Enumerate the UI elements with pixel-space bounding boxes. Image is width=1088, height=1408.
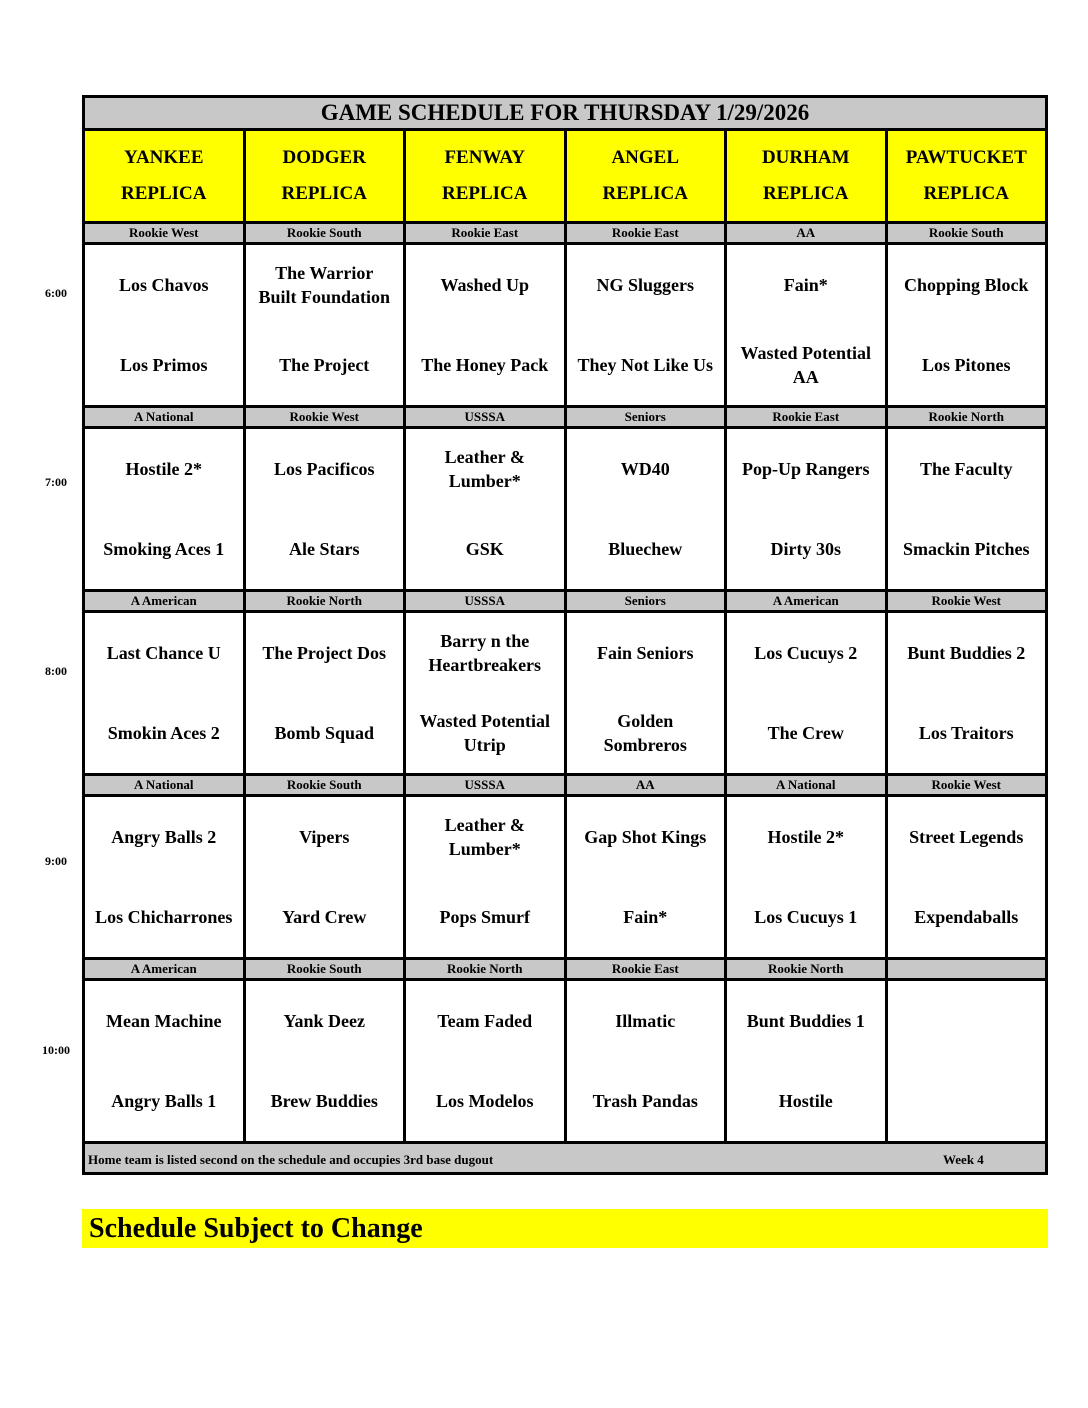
away-team: The Warrior Built Foundation [258, 263, 391, 307]
home-team: Smokin Aces 2 [107, 723, 220, 743]
home-team: Smoking Aces 1 [103, 539, 225, 559]
game-cell [244, 244, 405, 407]
home-team: Hostile [778, 1091, 833, 1111]
home-team: The Project [279, 355, 370, 375]
matchup [888, 429, 1046, 589]
game-cell [726, 796, 887, 959]
away-team: Angry Balls 2 [111, 827, 217, 847]
matchup [727, 429, 885, 589]
field-header-row [84, 130, 1047, 223]
game-cell [405, 612, 566, 775]
week-label: Week 4 [943, 1152, 984, 1167]
home-team: Los Pitones [921, 355, 1011, 375]
footer-cell [84, 1143, 1047, 1174]
matchup [406, 613, 564, 773]
home-team: Bluechew [608, 539, 683, 559]
field-header [405, 130, 566, 223]
division-label: AA [726, 223, 887, 244]
away-team: Mean Machine [106, 1011, 222, 1031]
matchup [246, 429, 404, 589]
home-team: Yard Crew [282, 907, 367, 927]
field-header [726, 130, 887, 223]
away-team: Leather & Lumber* [444, 815, 525, 859]
field-header [84, 130, 245, 223]
division-label: A National [84, 407, 245, 428]
matchup [727, 613, 885, 773]
game-cell [726, 612, 887, 775]
away-team: Gap Shot Kings [584, 827, 707, 847]
division-row [84, 959, 1047, 980]
matchup [406, 245, 564, 405]
away-team: NG Sluggers [596, 275, 694, 295]
home-team: GSK [465, 539, 504, 559]
division-label: Rookie West [886, 775, 1047, 796]
home-team: Los Chicharrones [95, 907, 233, 927]
division-label: Rookie East [565, 223, 726, 244]
game-row [84, 428, 1047, 591]
home-team: Los Traitors [918, 723, 1014, 743]
matchup [727, 981, 885, 1141]
division-label: Rookie East [565, 959, 726, 980]
division-label [886, 959, 1047, 980]
matchup [406, 797, 564, 957]
matchup [567, 981, 725, 1141]
away-team: Vipers [299, 827, 350, 847]
matchup [246, 613, 404, 773]
division-label: Rookie East [726, 407, 887, 428]
matchup [888, 981, 1046, 1141]
division-label: Rookie North [886, 407, 1047, 428]
matchup [567, 613, 725, 773]
away-team: Leather & Lumber* [444, 447, 525, 491]
game-cell [565, 612, 726, 775]
matchup [85, 613, 243, 773]
home-team: Dirty 30s [770, 539, 841, 559]
game-cell [405, 796, 566, 959]
away-team: Fain* [783, 275, 828, 295]
time-slot-label: 6:00 [45, 286, 67, 300]
division-label: A National [726, 775, 887, 796]
matchup [567, 429, 725, 589]
game-cell [565, 980, 726, 1143]
division-label: A American [84, 591, 245, 612]
matchup [888, 245, 1046, 405]
home-team: The Honey Pack [421, 355, 549, 375]
home-team: They Not Like Us [577, 355, 713, 375]
matchup [727, 797, 885, 957]
division-label: A American [726, 591, 887, 612]
division-label: Rookie South [244, 223, 405, 244]
home-team [888, 1061, 1046, 1141]
field-type: REPLICA [923, 183, 1009, 204]
home-team: Golden Sombreros [603, 711, 687, 755]
division-label: Rookie South [244, 959, 405, 980]
home-team: Los Cucuys 1 [754, 907, 858, 927]
matchup [567, 245, 725, 405]
away-team: Street Legends [909, 827, 1024, 847]
matchup [406, 981, 564, 1141]
division-label: Rookie West [886, 591, 1047, 612]
away-team: Bunt Buddies 1 [746, 1011, 865, 1031]
game-cell [886, 612, 1047, 775]
game-cell [244, 796, 405, 959]
away-team: Illmatic [615, 1011, 676, 1031]
field-name: DURHAM [761, 147, 850, 168]
schedule-sheet [82, 95, 1048, 1175]
home-team: Angry Balls 1 [111, 1091, 217, 1111]
home-team: Wasted Potential Utrip [419, 711, 550, 755]
game-cell [886, 244, 1047, 407]
matchup [888, 797, 1046, 957]
game-cell [244, 980, 405, 1143]
field-type: REPLICA [762, 183, 849, 204]
game-cell [565, 428, 726, 591]
away-team: WD40 [620, 459, 670, 479]
away-team: Hostile 2* [767, 827, 844, 847]
game-cell [726, 980, 887, 1143]
field-type: REPLICA [602, 183, 688, 204]
matchup [85, 429, 243, 589]
game-cell [244, 428, 405, 591]
away-team: The Faculty [920, 459, 1013, 479]
away-team: Yank Deez [283, 1011, 365, 1031]
field-name: DODGER [282, 147, 366, 168]
division-row [84, 407, 1047, 428]
game-cell [244, 612, 405, 775]
away-team: Team Faded [437, 1011, 533, 1031]
division-row [84, 775, 1047, 796]
home-team: The Crew [767, 723, 844, 743]
away-team: Chopping Block [903, 275, 1029, 295]
matchup [246, 245, 404, 405]
game-row [84, 796, 1047, 959]
away-team: Barry n the Heartbreakers [428, 631, 542, 675]
game-row [84, 612, 1047, 775]
schedule-table [82, 95, 1048, 1175]
home-team: Fain* [623, 907, 668, 927]
time-slot-label: 10:00 [42, 1043, 70, 1057]
matchup [246, 797, 404, 957]
game-cell [726, 428, 887, 591]
game-cell [84, 428, 245, 591]
away-team: Bunt Buddies 2 [907, 643, 1026, 663]
game-cell [405, 244, 566, 407]
time-slot-label: 9:00 [45, 854, 67, 868]
home-team: Smackin Pitches [902, 539, 1030, 559]
away-team: Los Cucuys 2 [754, 643, 858, 663]
division-row [84, 223, 1047, 244]
division-label: Rookie North [726, 959, 887, 980]
away-team: Washed Up [440, 275, 530, 295]
away-team: Hostile 2* [125, 459, 202, 479]
division-label: Rookie North [244, 591, 405, 612]
home-team: Trash Pandas [592, 1091, 698, 1111]
field-header [244, 130, 405, 223]
schedule-title: GAME SCHEDULE FOR THURSDAY 1/29/2026 [84, 97, 1047, 130]
away-team: Fain Seniors [596, 643, 694, 663]
division-label: USSSA [405, 591, 566, 612]
home-team: Expendaballs [914, 907, 1019, 927]
away-team [888, 981, 1046, 1061]
home-team: Brew Buddies [270, 1091, 378, 1111]
away-team: Last Chance U [106, 643, 221, 663]
game-cell [84, 796, 245, 959]
home-team: Los Primos [120, 355, 208, 375]
division-label: Rookie West [244, 407, 405, 428]
field-type: REPLICA [441, 183, 528, 204]
away-team: Los Pacificos [274, 459, 375, 479]
home-team: Ale Stars [289, 539, 360, 559]
division-label: A National [84, 775, 245, 796]
field-header [886, 130, 1047, 223]
matchup [85, 981, 243, 1141]
division-label: Seniors [565, 591, 726, 612]
field-name: YANKEE [123, 147, 204, 168]
home-team: Bomb Squad [274, 723, 375, 743]
away-team: The Project Dos [262, 643, 387, 663]
division-row [84, 591, 1047, 612]
home-team: Wasted Potential AA [740, 343, 871, 387]
game-cell [84, 244, 245, 407]
game-row [84, 244, 1047, 407]
time-slot-label: 8:00 [45, 664, 67, 678]
field-name: PAWTUCKET [905, 147, 1027, 168]
game-cell [84, 980, 245, 1143]
matchup [567, 797, 725, 957]
away-team: Los Chavos [118, 275, 209, 295]
division-label: Rookie South [244, 775, 405, 796]
time-slot-label: 7:00 [45, 475, 67, 489]
home-team: Pops Smurf [439, 907, 530, 927]
division-label: Rookie West [84, 223, 245, 244]
division-label: Seniors [565, 407, 726, 428]
game-cell [886, 428, 1047, 591]
division-label: Rookie North [405, 959, 566, 980]
field-type: REPLICA [281, 183, 367, 204]
matchup [406, 429, 564, 589]
game-cell [886, 796, 1047, 959]
game-cell [565, 796, 726, 959]
game-cell [405, 980, 566, 1143]
game-cell [886, 980, 1047, 1143]
matchup [85, 797, 243, 957]
field-name: FENWAY [444, 147, 526, 168]
schedule-change-banner [82, 1209, 1048, 1248]
division-label: Rookie South [886, 223, 1047, 244]
division-label: A American [84, 959, 245, 980]
home-team-note: Home team is listed second on the schedule and occupies 3rd base dugout [88, 1152, 494, 1167]
game-row [84, 980, 1047, 1143]
matchup [85, 245, 243, 405]
banner-text: Schedule Subject to Change [89, 1213, 423, 1244]
game-cell [84, 612, 245, 775]
matchup [727, 245, 885, 405]
footer-row [84, 1143, 1047, 1174]
matchup [888, 613, 1046, 773]
matchup [246, 981, 404, 1141]
division-label: USSSA [405, 407, 566, 428]
division-label: USSSA [405, 775, 566, 796]
game-cell [726, 244, 887, 407]
field-name: ANGEL [611, 147, 680, 168]
home-team: Los Modelos [435, 1091, 534, 1111]
away-team: Pop-Up Rangers [741, 459, 870, 479]
division-label: Rookie East [405, 223, 566, 244]
game-cell [405, 428, 566, 591]
field-type: REPLICA [120, 183, 207, 204]
field-header [565, 130, 726, 223]
division-label: AA [565, 775, 726, 796]
game-cell [565, 244, 726, 407]
